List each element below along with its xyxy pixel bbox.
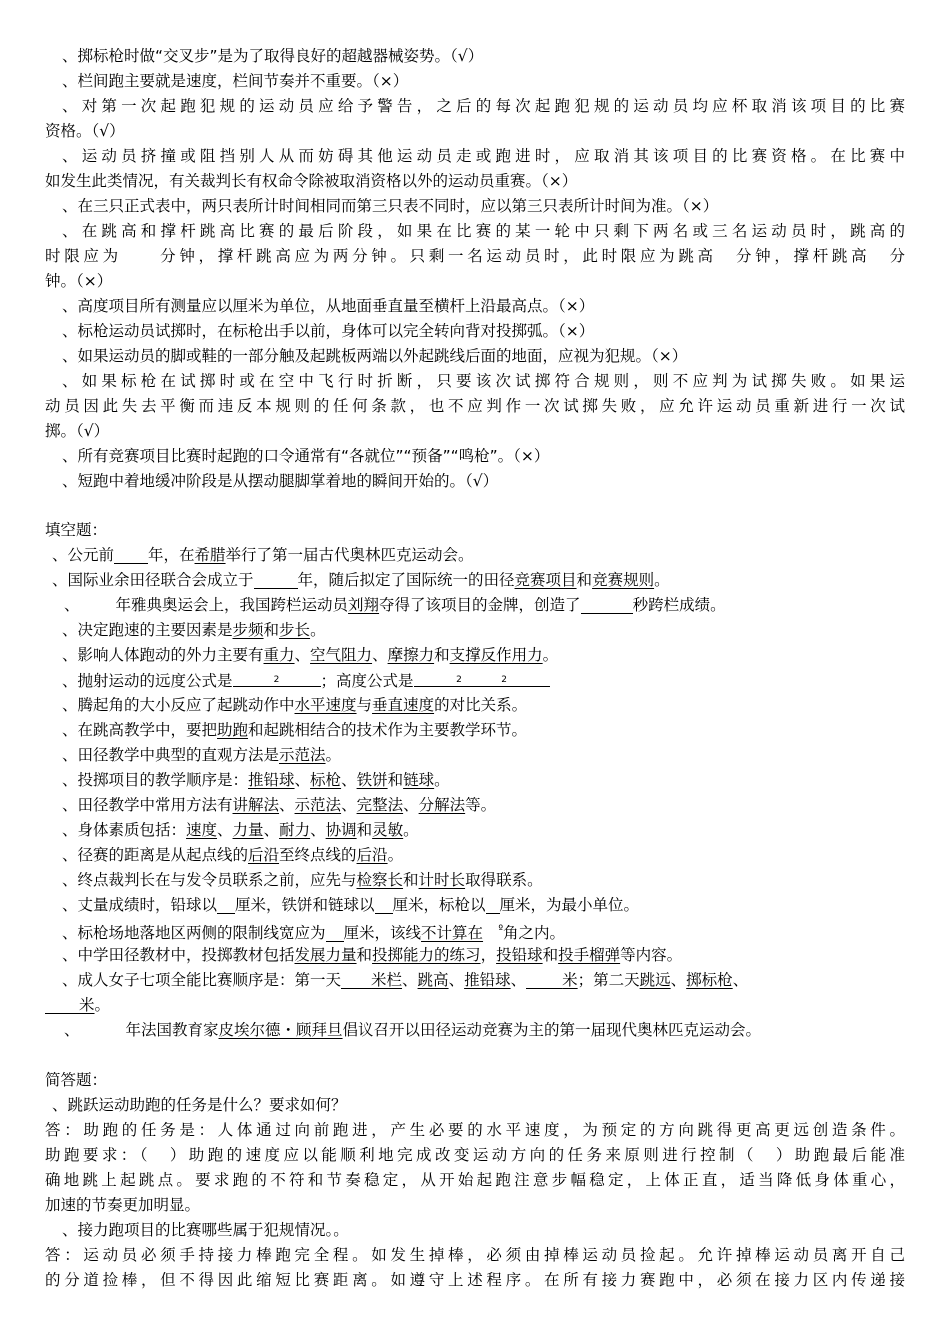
judge-item: 、如果运动员的脚或鞋的一部分触及起跳板两端以外起跳线后面的地面，应视为犯规。（×） xyxy=(62,347,688,365)
fill-heading: 填空题： xyxy=(45,521,108,539)
judge-item: 、栏间跑主要就是速度，栏间节奏并不重要。（×） xyxy=(62,72,409,90)
judge-item: 、运动员挤撞或阻挡别人从而妨碍其他运动员走或跑进时，应取消其该项目的比赛资格。在比赛中 xyxy=(62,147,905,165)
fill-item-14: 、终点裁判长在与发令员联系之前，应先与检察长和计时长取得联系。 xyxy=(62,871,543,889)
judge-item-cont: 如发生此类情况，有关裁判长有权命令除被取消资格以外的运动员重赛。（×） xyxy=(45,172,578,190)
short-heading: 简答题： xyxy=(45,1071,108,1089)
short-question: 、接力跑项目的比赛哪些属于犯规情况。。 xyxy=(62,1221,349,1239)
short-question: 、跳跃运动助跑的任务是什么？要求如何？ xyxy=(52,1096,347,1114)
short-answer-line: 助跑要求：（ ）助跑的速度应以能顺利地完成改变运动方向的任务来原则进行控制（ ）助跑最后能准 xyxy=(45,1146,905,1164)
fill-item-18: 、成人女子七项全能比赛顺序是：第一天 米栏、跳高、推铅球、 米；第二天跳远、掷标枪、 xyxy=(62,971,749,989)
short-answer-line: 加速的节奏更加明显。 xyxy=(45,1196,201,1214)
fill-item-19: 、 年法国教育家皮埃尔德・顾拜旦倡议召开以田径运动竞赛为主的第一届现代奥林匹克运动会。 xyxy=(64,1021,762,1039)
fill-item-8: 、在跳高教学中，要把助跑和起跳相结合的技术作为主要教学环节。 xyxy=(62,721,528,739)
fill-item-1: 、公元前 年，在希腊举行了第一届古代奥林匹克运动会。 xyxy=(52,546,474,564)
fill-item-12: 、身体素质包括：速度、力量、耐力、协调和灵敏。 xyxy=(62,821,419,839)
fill-item-18-cont: 米。 xyxy=(45,993,905,1017)
fill-item-11: 、田径教学中常用方法有讲解法、示范法、完整法、分解法等。 xyxy=(62,796,497,814)
fill-item-3: 、 年雅典奥运会上，我国跨栏运动员刘翔夺得了该项目的金牌，创造了 秒跨栏成绩。 xyxy=(64,596,726,614)
judge-item: 、所有竞赛项目比赛时起跑的口令通常有“各就位”“预备”“鸣枪”。（×） xyxy=(62,447,550,465)
judge-item-cont: 掷。（√） xyxy=(45,422,110,440)
fill-item-15: 、丈量成绩时，铅球以 厘米，铁饼和链球以 厘米，标枪以 厘米，为最小单位。 xyxy=(62,896,640,914)
judge-item: 、在三只正式表中，两只表所计时间相同而第三只表不同时，应以第三只表所计时间为准。（×） xyxy=(62,197,719,215)
short-answer-line: 答：助跑的任务是：人体通过向前跑进，产生必要的水平速度，为预定的方向跳得更高更远创造条件。 xyxy=(45,1121,905,1139)
judge-item-cont: 动员因此失去平衡而违反本规则的任何条款，也不应判作一次试掷失败，应允许运动员重新进行一次试 xyxy=(45,397,905,415)
judge-item: 、短跑中着地缓冲阶段是从摆动腿脚掌着地的瞬间开始的。（√） xyxy=(62,472,499,490)
judge-item: 、掷标枪时做“交叉步”是为了取得良好的超越器械姿势。（√） xyxy=(62,47,484,65)
judge-item: 、对第一次起跑犯规的运动员应给予警告，之后的每次起跑犯规的运动员均应杯取消该项目的比赛 xyxy=(62,97,905,115)
judge-item: 、如果标枪在试掷时或在空中飞行时折断，只要该次试掷符合规则，则不应判为试掷失败。如果运 xyxy=(62,372,905,390)
fill-item-16: 、标枪场地落地区两侧的限制线宽应为 厘米，该线不计算在 º角之内。 xyxy=(62,924,566,942)
fill-item-17: 、中学田径教材中，投掷教材包括发展力量和投掷能力的练习，投铅球和投手榴弹等内容。 xyxy=(62,946,683,964)
short-answer-line: 确地跳上起跳点。要求跑的不符和节奏稳定，从开始起跑注意步幅稳定，上体正直，适当降低身体重心， xyxy=(45,1171,905,1189)
fill-item-6: 、抛射运动的远度公式是 $^2$ ；高度公式是 $^2$ $^2$ xyxy=(62,668,905,692)
fill-item-2: 、国际业余田径联合会成立于 年，随后拟定了国际统一的田径竞赛项目和竞赛规则。 xyxy=(52,571,670,589)
judge-item: 、高度项目所有测量应以厘米为单位，从地面垂直量至横杆上沿最高点。（×） xyxy=(62,297,595,315)
judge-item: 、标枪运动员试掷时，在标枪出手以前，身体可以完全转向背对投掷弧。（×） xyxy=(62,322,595,340)
fill-item-5: 、影响人体跑动的外力主要有重力、空气阻力、摩擦力和支撑反作用力。 xyxy=(62,646,559,664)
judge-item-cont: 资格。（√） xyxy=(45,122,125,140)
fill-item-10: 、投掷项目的教学顺序是：推铅球、标枪、铁饼和链球。 xyxy=(62,771,450,789)
fill-item-13: 、径赛的距离是从起点线的后沿至终点线的后沿。 xyxy=(62,846,404,864)
judge-item-cont: 钟。（×） xyxy=(45,272,113,290)
fill-item-4: 、决定跑速的主要因素是步频和步长。 xyxy=(62,621,326,639)
judge-item-cont: 时限应为 分钟，撑杆跳高应为两分钟。只剩一名运动员时，此时限应为跳高 分钟，撑杆跳高 分 xyxy=(45,247,905,265)
short-answer-line: 答：运动员必须手持接力棒跑完全程。如发生掉棒，必须由掉棒运动员捡起。允许掉棒运动员离开自己 xyxy=(45,1246,905,1264)
short-answer-line: 的分道捡棒，但不得因此缩短比赛距离。如遵守上述程序。在所有接力赛跑中，必须在接力区内传递接 xyxy=(45,1271,905,1289)
judge-item: 、在跳高和撑杆跳高比赛的最后阶段，如果在比赛的某一轮中只剩下两名或三名运动员时，跳高的 xyxy=(62,222,905,240)
fill-item-7: 、腾起角的大小反应了起跳动作中水平速度与垂直速度的对比关系。 xyxy=(62,696,528,714)
fill-item-9: 、田径教学中典型的直观方法是示范法。 xyxy=(62,746,342,764)
